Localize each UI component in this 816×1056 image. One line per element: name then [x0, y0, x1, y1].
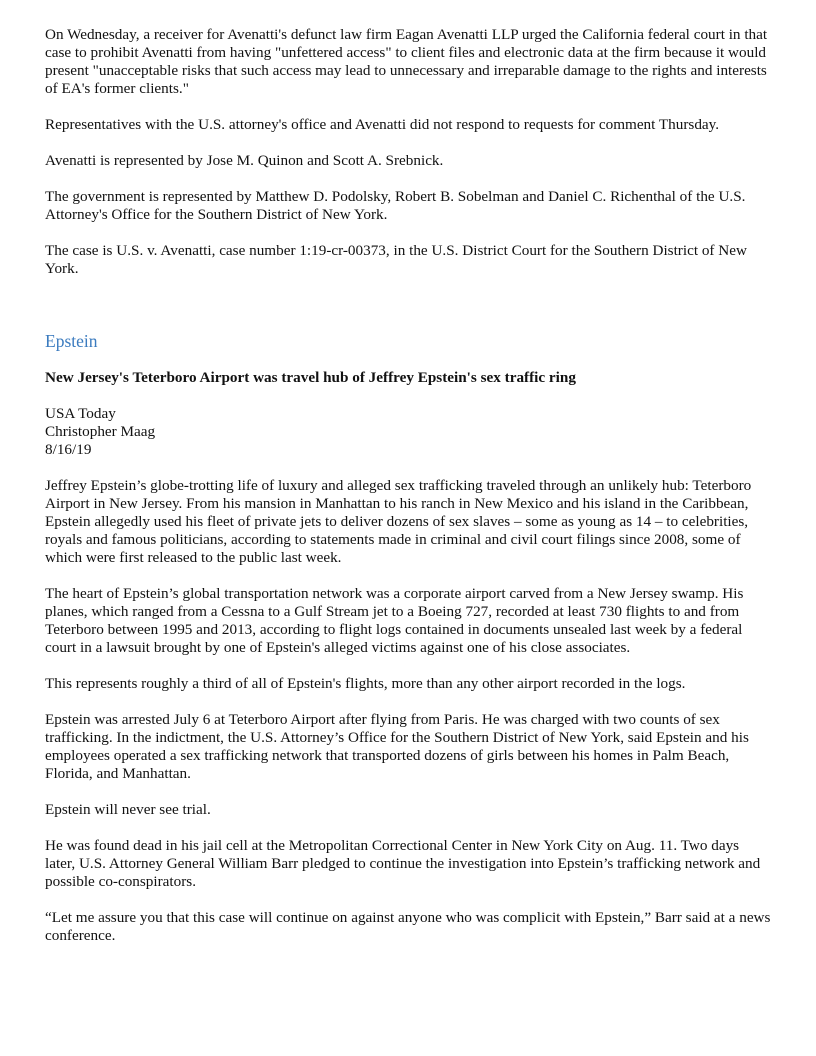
body-paragraph: Jeffrey Epstein’s globe-trotting life of luxury and alleged sex trafficking traveled through an unlikely hub: Teterboro Airport in New Jersey. From his mansion in Manhattan to his ranch in New Mexico and his island in the Caribbean, Epstein allegedly used his fleet of private jets to deliver dozens of sex slaves – some as young as 14 – to celebrities, royals and famous politicians, according to statements made in criminal and civil court filings since 2008, some of which were first released to the public last week. — [45, 477, 752, 566]
article-headline: New Jersey's Teterboro Airport was travel hub of Jeffrey Epstein's sex traffic ring — [45, 369, 576, 386]
document-page — [45, 26, 771, 963]
section-heading: Epstein — [45, 331, 98, 351]
body-paragraph: Representatives with the U.S. attorney's office and Avenatti did not respond to requests for comment Thursday. — [45, 116, 720, 133]
article-meta — [45, 405, 771, 459]
body-paragraph: The heart of Epstein’s global transportation network was a corporate airport carved from a New Jersey swamp. His planes, which ranged from a Cessna to a Gulf Stream jet to a Boeing 727, recorded at least 730 flights to and from Teterboro between 1995 and 2013, according to flight logs contained in documents unsealed last week by a federal court in a lawsuit brought by one of Epstein's alleged victims against one of his close associates. — [45, 585, 744, 656]
body-paragraph: The government is represented by Matthew D. Podolsky, Robert B. Sobelman and Daniel C. Richenthal of the U.S. Attorney's Office for the Southern District of New York. — [45, 188, 746, 223]
article-source: USA Today — [45, 405, 116, 422]
body-paragraph: On Wednesday, a receiver for Avenatti's defunct law firm Eagan Avenatti LLP urged the California federal court in that case to prohibit Avenatti from having "unfettered access" to client files and electronic data at the firm because it would present "unacceptable risks that such access may lead to unnecessary and irreparable damage to the rights and interests of EA's former clients." — [45, 26, 768, 97]
body-paragraph: “Let me assure you that this case will continue on against anyone who was complicit with Epstein,” Barr said at a news conference. — [45, 909, 771, 944]
body-paragraph: Epstein will never see trial. — [45, 801, 211, 818]
article-date: 8/16/19 — [45, 441, 92, 458]
body-paragraph: He was found dead in his jail cell at the Metropolitan Correctional Center in New York City on Aug. 11. Two days later, U.S. Attorney General William Barr pledged to continue the investigation into Epstein’s trafficking network and possible co-conspirators. — [45, 837, 761, 890]
body-paragraph: Epstein was arrested July 6 at Teterboro Airport after flying from Paris. He was charged with two counts of sex trafficking. In the indictment, the U.S. Attorney’s Office for the Southern District of New York, said Epstein and his employees operated a sex trafficking network that transported dozens of girls between his homes in Palm Beach, Florida, and Manhattan. — [45, 711, 749, 782]
body-paragraph: The case is U.S. v. Avenatti, case number 1:19-cr-00373, in the U.S. District Court for the Southern District of New York. — [45, 242, 747, 277]
body-paragraph: Avenatti is represented by Jose M. Quinon and Scott A. Srebnick. — [45, 152, 444, 169]
body-paragraph: This represents roughly a third of all of Epstein's flights, more than any other airport recorded in the logs. — [45, 675, 686, 692]
article-author: Christopher Maag — [45, 423, 156, 440]
